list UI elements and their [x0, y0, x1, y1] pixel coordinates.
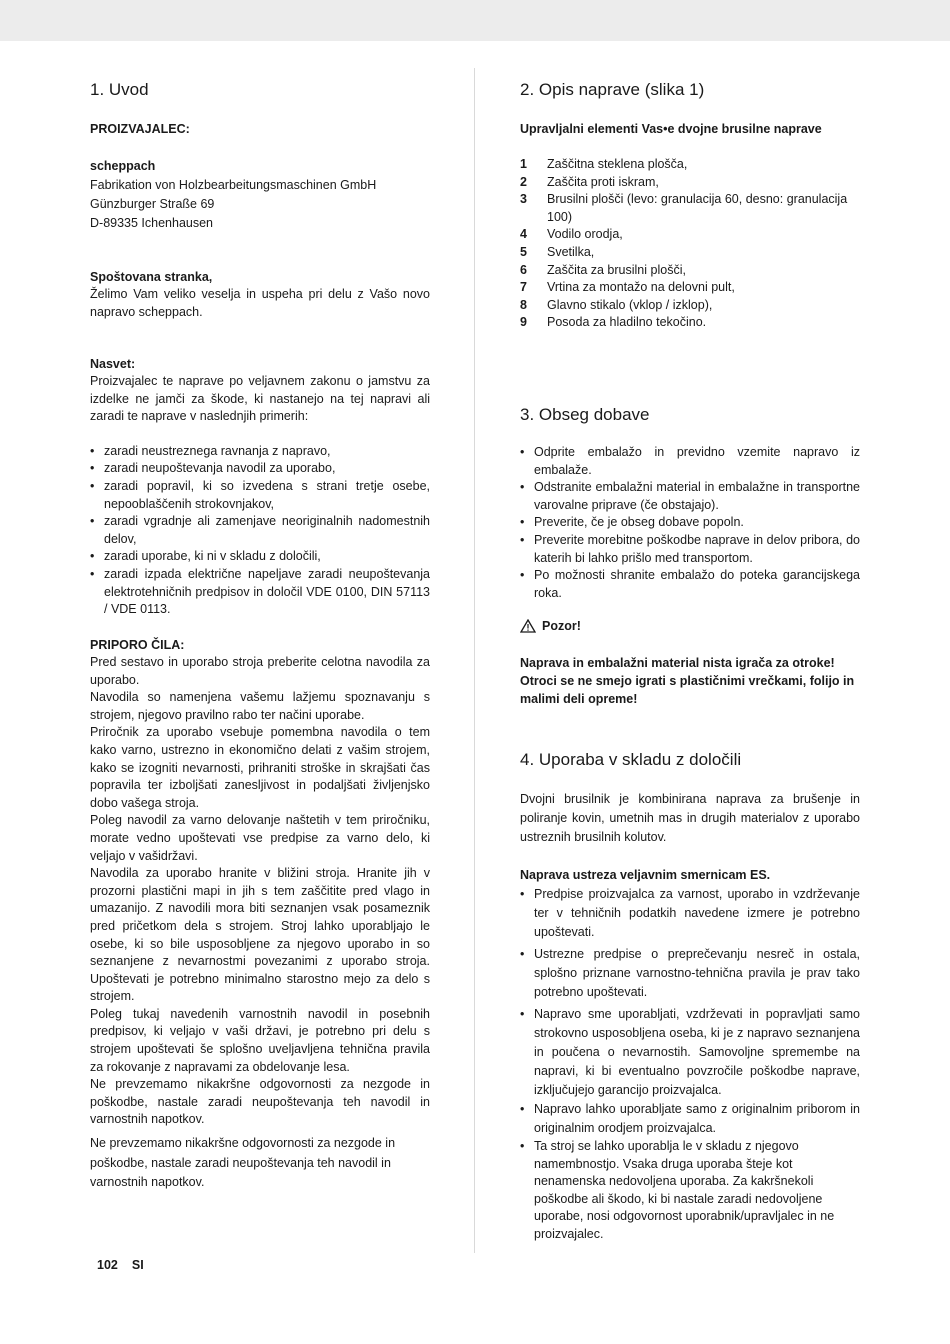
es-label: Naprava ustreza veljavnim smernicam ES. [520, 868, 771, 882]
item-text: Vrtina za montažo na delovni pult, [547, 280, 735, 295]
paragraph: Poleg navodil za varno delovanje naštetih v tem priročniku, morate vedno upoštevati vse predpise za varno delo, ki veljajo v vašidržavi. [90, 813, 430, 863]
controls-label: Upravljalni elementi Vas•e dvojne brusilne naprave [520, 122, 822, 136]
list-item: • zaradi neupoštevanja navodil za uporabo, [90, 460, 430, 478]
warning-icon [520, 619, 536, 633]
parts-list [520, 156, 860, 332]
tip-label: Nasvet: [90, 357, 136, 371]
list-item [520, 262, 860, 280]
paragraph: Navodila za uporabo hranite v bližini stroja. Hranite jih v prozorni plastični mapi in jih s tem zaščitite pred vlago in umazanijo. Z navodili mora biti seznanjen vsak posameznik pred pričetkom dela s strojem. Stroj lahko uporabljajo le osebe, ki so bile usposobljene za njegovo uporabo in so seznanjene z nevarnostmi povezanimi z uporabo stroja. Upoštevati je potrebno minimalno starostno mejo za delo s strojem. [90, 866, 430, 1004]
caution-label: Pozor! [542, 619, 581, 633]
item-text: Posoda za hladilno tekočino. [547, 315, 707, 330]
list-item: • Preverite, če je obseg dobave popoln. [520, 514, 860, 532]
list-item [520, 226, 860, 244]
list-item [520, 156, 860, 174]
address-line: Fabrikation von Holzbearbeitungsmaschinen GmbH [90, 178, 377, 192]
paragraph: Poleg tukaj navedenih varnostnih navodil in posebnih predpisov, ki veljajo v vaši državi, je potrebno pri delu s strojem upoštevati še splošno uveljavljena tehnična pravila za rokovanje z napravami za obdelovanje lesa. [90, 1006, 430, 1074]
company-name: scheppach [90, 159, 156, 173]
recommendations-section [90, 636, 430, 1193]
item-number: 3 [520, 192, 527, 207]
item-number: 4 [520, 227, 527, 242]
manufacturer-address [90, 157, 430, 233]
page-footer [97, 1258, 158, 1272]
language-code: SI [131, 1258, 144, 1272]
page-number: 102 [97, 1258, 118, 1272]
manufacturer-label: PROIZVAJALEC: [90, 122, 190, 136]
delivery-list [520, 444, 860, 602]
tip-list [90, 443, 430, 619]
item-number: 8 [520, 297, 527, 312]
usage-text: Dvojni brusilnik je kombinirana naprava za brušenje in poliranje kovin, umetnih mas in drugih materialov z uporabo ustreznih brusilnih kolutov. [520, 792, 860, 844]
list-item [520, 244, 860, 262]
item-text: Zaščita za brusilni plošči, [547, 262, 686, 277]
item-number: 5 [520, 244, 527, 259]
greeting-title: Spoštovana stranka, [90, 270, 213, 284]
list-item: • zaradi uporabe, ki ni v skladu z določili, [90, 548, 430, 566]
paragraph: Ne prevzemamo nikakršne odgovornosti za nezgode in poškodbe, nastale zaradi neupoštevanja teh navodil in varnostnih napotkov. [90, 1077, 430, 1127]
list-item: • Napravo sme uporabljati, vzdrževati in popravljati samo strokovno usposobljena oseba, ki je z napravo seznanjena in poučena o nevarnostih. Samovoljne spremembe na napravi, ki bi eventualno povzročile poškodbe naprave, izključujejo garancijo proizvajalca. [520, 1005, 860, 1100]
tip-section [90, 355, 430, 619]
paragraph: Priročnik za uporabo vsebuje pomembna navodila o tem kako varno, ustrezno in ekonomično delati z vašim strojem, kako se izogniti nevarnosti, prihraniti stroške in skrajšati čas popravila ter izboljšati zanesljivost in podaljšati življenjsko dobo vašega stroja. [90, 725, 430, 810]
section-1-title: 1. Uvod [90, 80, 149, 99]
list-item [520, 314, 860, 332]
recommendations-label: PRIPORO ČILA: [90, 638, 185, 652]
list-item: • zaradi neustreznega ravnanja z napravo, [90, 443, 430, 461]
list-item: • Ta stroj se lahko uporablja le v skladu z njegovo namembnostjo. Vsaka druga uporaba šteje kot nenamenska nedovoljena uporaba. Za kakršnekoli poškodbe ali škodo, ki bi nastale zaradi nedovoljene uporabe, nosi odgovornost uporabnik/upravljalec in ne proizvajalec. [520, 1138, 860, 1244]
section-4-title: 4. Uporaba v skladu z določili [520, 750, 742, 769]
caution-heading [520, 619, 860, 633]
list-item: • zaradi izpada električne napeljave zaradi neupoštevanja elektrotehničnih predpisov in določil VDE 0100, DIN 57113 / VDE 0113. [90, 566, 430, 619]
column-divider [474, 68, 475, 1253]
paragraph: Pred sestavo in uporabo stroja preberite celotna navodila za uporabo. [90, 655, 430, 687]
paragraph: Navodila so namenjena vašemu lažjemu spoznavanju s strojem, njegovo pravilno rabo ter načini uporabe. [90, 690, 430, 722]
item-text: Zaščita proti iskram, [547, 174, 659, 189]
item-text: Vodilo orodja, [547, 227, 623, 242]
list-item: • zaradi popravil, ki so izvedena s strani tretje osebe, nepooblaščenih strokovnjakov, [90, 478, 430, 513]
address-line: D-89335 Ichenhausen [90, 216, 214, 230]
item-text: Glavno stikalo (vklop / izklop), [547, 297, 713, 312]
address-line: Günzburger Straße 69 [90, 197, 215, 211]
list-item [520, 174, 860, 192]
item-number: 2 [520, 174, 527, 189]
item-number: 6 [520, 262, 527, 277]
item-number: 7 [520, 280, 527, 295]
section-2-title: 2. Opis naprave (slika 1) [520, 80, 705, 99]
list-item [520, 279, 860, 297]
top-bar [0, 0, 950, 41]
item-text: Svetilka, [547, 244, 595, 259]
caution-text: Naprava in embalažni material nista igrača za otroke! Otroci se ne smejo igrati s plastičnimi vrečkami, folijo in malimi deli opreme! [520, 656, 855, 706]
list-item: • Odprite embalažo in previdno vzemite napravo iz embalaže. [520, 444, 860, 479]
list-item: • Predpise proizvajalca za varnost, uporabo in vzdrževanje ter v tehničnih podatkih navedene izmere je potrebno upoštevati. [520, 885, 860, 942]
item-number: 9 [520, 315, 527, 330]
list-item: • Odstranite embalažni material in embalažne in transportne varovalne priprave (če obstajajo). [520, 479, 860, 514]
usage-list [520, 885, 860, 1244]
list-item: • Ustrezne predpise o preprečevanju nesreč in ostala, splošno priznane varnostno-tehnična pravila je prav tako potrebno upoštevati. [520, 945, 860, 1002]
greeting-text: Želimo Vam veliko veselja in uspeha pri delu z Vašo novo napravo scheppach. [90, 287, 430, 319]
list-item: • Po možnosti shranite embalažo do poteka garancijskega roka. [520, 567, 860, 602]
item-text: Brusilni plošči (levo: granulacija 60, desno: granulacija 100) [547, 192, 848, 224]
item-text: Zaščitna steklena plošča, [547, 157, 688, 171]
section-3-title: 3. Obseg dobave [520, 405, 650, 424]
greeting [90, 268, 430, 321]
list-item: • Preverite morebitne poškodbe naprave in delov pribora, do katerih bi lahko prišlo med transportom. [520, 532, 860, 567]
list-item: • zaradi vgradnje ali zamenjave neoriginalnih nadomestnih delov, [90, 513, 430, 548]
list-item [520, 191, 860, 226]
closing-text: Ne prevzemamo nikakršne odgovornosti za nezgode in poškodbe, nastale zaradi neupoštevanja teh navodil in varnostnih napotkov. [90, 1136, 396, 1190]
list-item [520, 297, 860, 315]
tip-text: Proizvajalec te naprave po veljavnem zakonu o jamstvu za izdelke ne jamči za škode, ki nastanejo na tej napravi ali zaradi te naprave v naslednjih primerih: [90, 374, 430, 424]
list-item: • Napravo lahko uporabljate samo z originalnim priborom in originalnim orodjem proizvajalca. [520, 1100, 860, 1138]
item-number: 1 [520, 157, 527, 171]
